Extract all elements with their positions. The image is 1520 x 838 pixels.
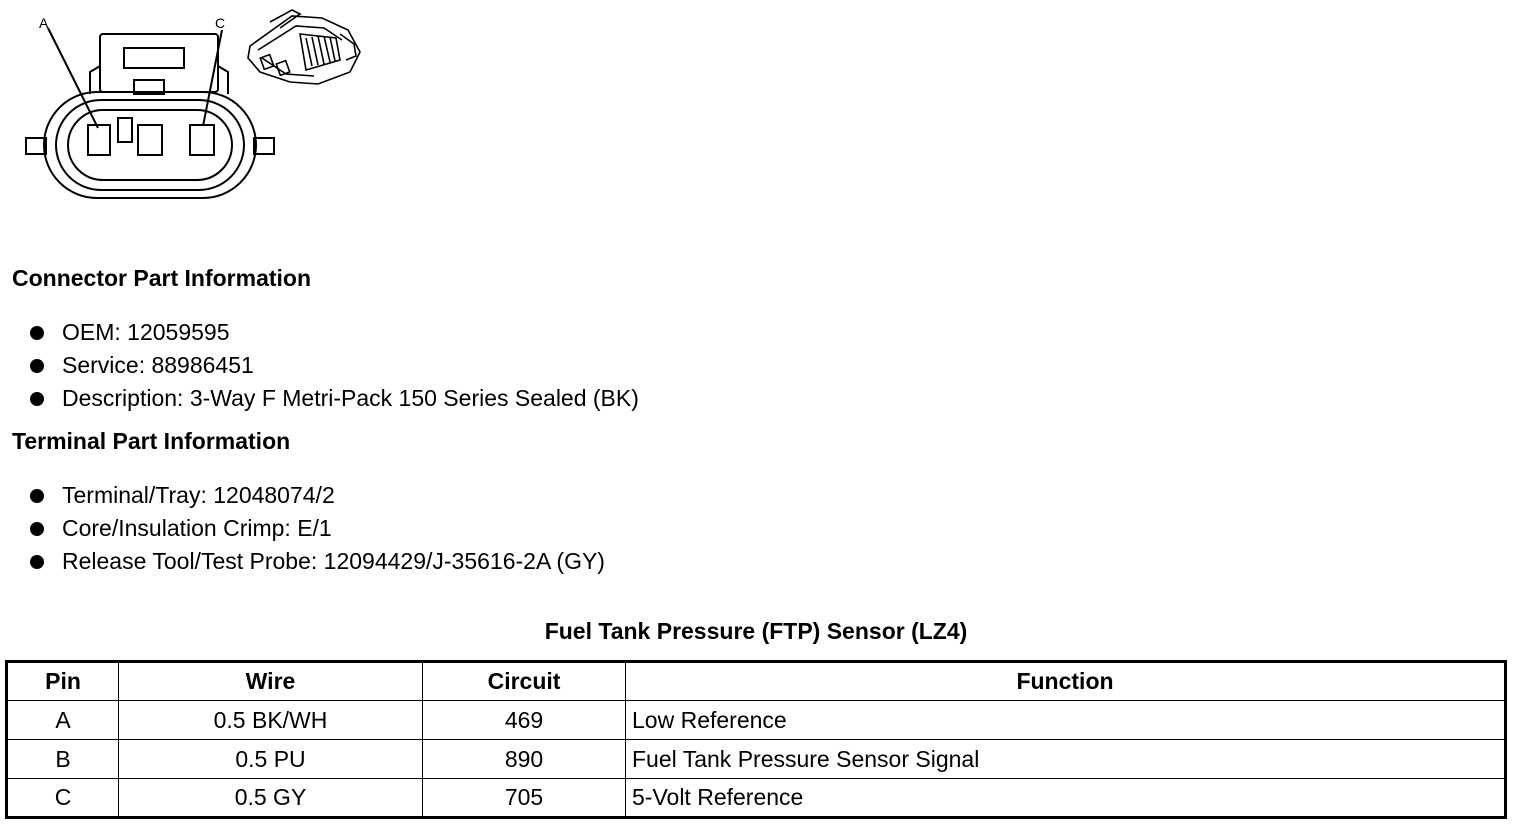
bullet-icon — [30, 392, 44, 406]
cell-circuit: 469 — [423, 701, 626, 740]
latch-housing — [100, 34, 218, 92]
cell-wire: 0.5 GY — [119, 779, 423, 818]
cell-wire: 0.5 BK/WH — [119, 701, 423, 740]
cell-circuit: 705 — [423, 779, 626, 818]
cell-function: Fuel Tank Pressure Sensor Signal — [626, 740, 1506, 779]
list-item — [28, 479, 605, 512]
list-item — [28, 316, 639, 349]
header-circuit: Circuit — [423, 662, 626, 701]
list-item-text: Service: 88986451 — [62, 352, 254, 378]
cavity-b — [138, 125, 162, 155]
cell-pin: C — [7, 779, 119, 818]
cell-function: 5-Volt Reference — [626, 779, 1506, 818]
terminal-part-info-list — [28, 479, 605, 578]
table-caption: Fuel Tank Pressure (FTP) Sensor (LZ4) — [544, 618, 968, 644]
list-item — [28, 545, 605, 578]
cavity-a — [88, 125, 110, 155]
list-item — [28, 512, 605, 545]
pin-label-c: C — [215, 15, 226, 31]
header-function: Function — [626, 662, 1506, 701]
list-item-text: Terminal/Tray: 12048074/2 — [62, 482, 335, 508]
polarizing-key — [118, 118, 132, 142]
latch-window — [124, 48, 184, 68]
pinout-table — [5, 660, 1507, 819]
cell-pin: A — [7, 701, 119, 740]
list-item — [28, 349, 639, 382]
terminal-part-info-heading: Terminal Part Information — [12, 428, 291, 454]
table-row — [7, 779, 1506, 818]
list-item-text: Core/Insulation Crimp: E/1 — [62, 515, 332, 541]
connector-face-diagram — [0, 0, 380, 215]
connector-isometric-sketch — [248, 10, 360, 84]
cell-circuit: 890 — [423, 740, 626, 779]
cell-pin: B — [7, 740, 119, 779]
cell-function: Low Reference — [626, 701, 1506, 740]
list-item-text: OEM: 12059595 — [62, 319, 230, 345]
list-item-text: Description: 3-Way F Metri-Pack 150 Series Sealed (BK) — [62, 385, 639, 411]
table-row — [7, 701, 1506, 740]
bullet-icon — [30, 359, 44, 373]
bullet-icon — [30, 522, 44, 536]
header-pin: Pin — [7, 662, 119, 701]
pin-label-a: A — [39, 15, 49, 31]
bullet-icon — [30, 489, 44, 503]
left-ear — [26, 138, 46, 154]
bullet-icon — [30, 326, 44, 340]
connector-part-info-list — [28, 316, 639, 415]
cavity-c — [190, 125, 214, 155]
header-wire: Wire — [119, 662, 423, 701]
right-ear — [254, 138, 274, 154]
table-row — [7, 740, 1506, 779]
bullet-icon — [30, 555, 44, 569]
connector-part-info-heading: Connector Part Information — [12, 265, 312, 291]
table-header-row — [7, 662, 1506, 701]
list-item — [28, 382, 639, 415]
cell-wire: 0.5 PU — [119, 740, 423, 779]
list-item-text: Release Tool/Test Probe: 12094429/J-35616-2A (GY) — [62, 548, 605, 574]
